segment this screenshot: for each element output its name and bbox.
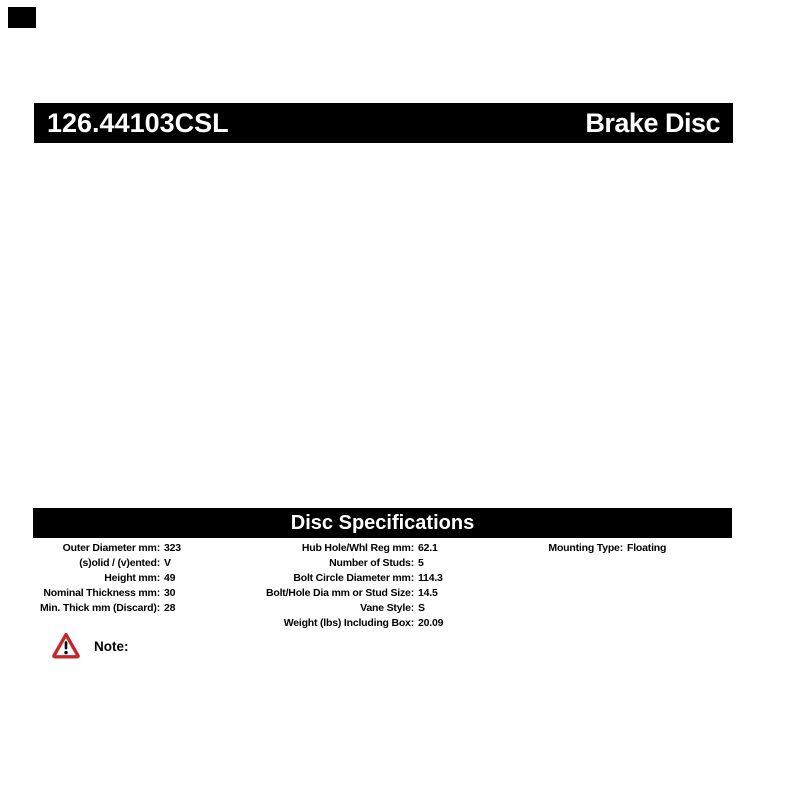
spec-row-nominal-thickness <box>35 586 181 601</box>
spec-label: Nominal Thickness mm: <box>43 587 160 599</box>
note-row <box>52 632 129 660</box>
spec-row-min-thick <box>35 601 181 616</box>
spec-label: Bolt/Hole Dia mm or Stud Size: <box>265 587 414 599</box>
spec-value: 5 <box>418 557 424 569</box>
spec-row-mounting-type <box>458 541 666 556</box>
corner-mark <box>8 7 36 28</box>
spec-row-bolt-hole-dia <box>248 586 443 601</box>
header-bar <box>34 103 733 143</box>
spec-row-bolt-circle <box>248 571 443 586</box>
spec-value: 14.5 <box>418 587 438 599</box>
spec-row-hub-hole <box>248 541 443 556</box>
spec-value: S <box>418 602 425 614</box>
spec-section-header <box>33 508 732 538</box>
spec-row-vane-style <box>248 601 443 616</box>
spec-label: Outer Diameter mm: <box>62 542 160 554</box>
spec-label: Mounting Type: <box>548 542 623 554</box>
spec-row-solid-vented <box>35 556 181 571</box>
spec-label: (s)olid / (v)ented: <box>79 557 160 569</box>
warning-triangle-icon <box>52 632 80 660</box>
spec-column-right <box>458 541 666 556</box>
spec-column-left <box>35 541 181 616</box>
spec-label: Min. Thick mm (Discard): <box>39 602 160 614</box>
spec-column-middle <box>248 541 443 631</box>
spec-row-outer-diameter <box>35 541 181 556</box>
part-number: 126.44103CSL <box>47 107 229 138</box>
spec-row-weight <box>248 616 443 631</box>
spec-value: 30 <box>164 587 176 599</box>
spec-value: 114.3 <box>418 572 443 584</box>
spec-label: Height mm: <box>104 572 160 584</box>
spec-label: Number of Studs: <box>329 557 414 569</box>
spec-value: V <box>164 557 171 569</box>
spec-value: 323 <box>164 542 181 554</box>
product-type: Brake Disc <box>585 107 720 138</box>
spec-label: Bolt Circle Diameter mm: <box>293 572 414 584</box>
spec-value: 49 <box>164 572 176 584</box>
spec-section-title: Disc Specifications <box>290 511 475 534</box>
spec-label: Vane Style: <box>360 602 414 614</box>
spec-row-height <box>35 571 181 586</box>
spec-label: Weight (lbs) Including Box: <box>283 617 414 629</box>
spec-label: Hub Hole/Whl Reg mm: <box>301 542 414 554</box>
spec-row-number-of-studs <box>248 556 443 571</box>
note-label: Note: <box>94 638 129 654</box>
spec-value: 62.1 <box>418 542 438 554</box>
spec-value: 20.09 <box>418 617 444 629</box>
spec-value: Floating <box>627 542 667 554</box>
spec-value: 28 <box>164 602 176 614</box>
